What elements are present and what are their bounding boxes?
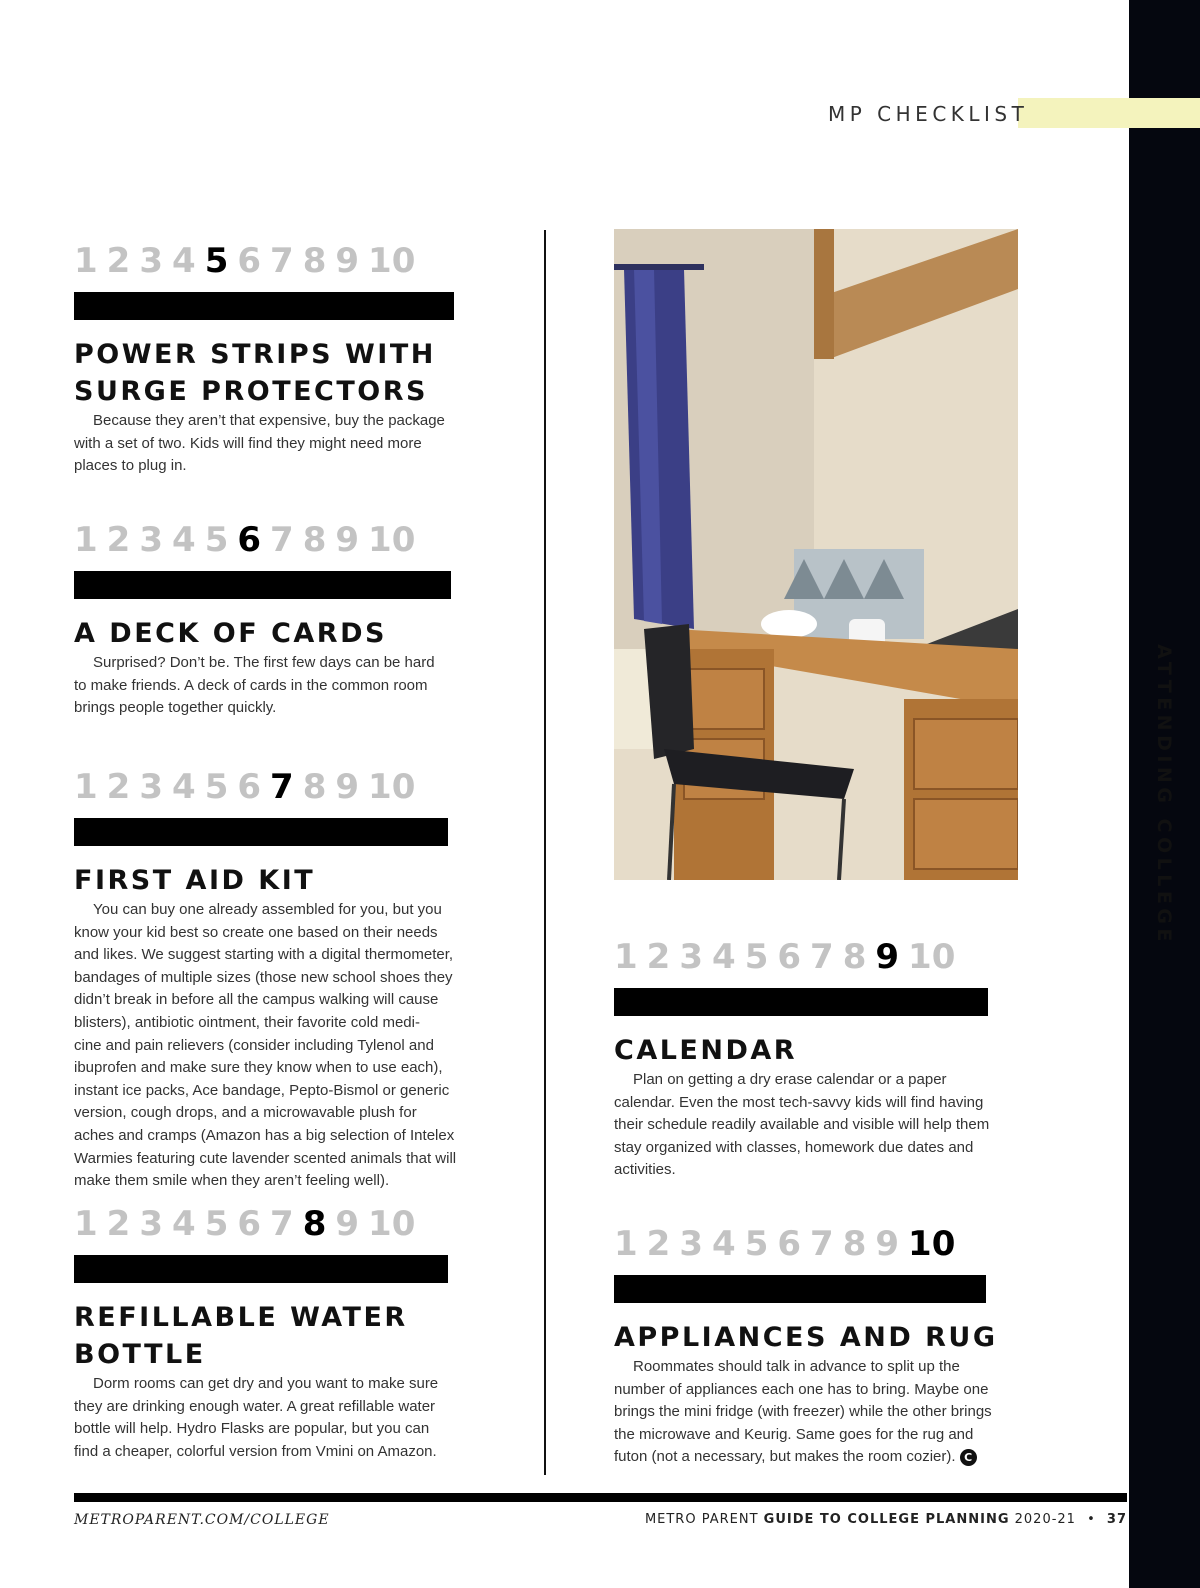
sequence-number: 8 <box>302 767 327 807</box>
sequence-number: 7 <box>270 767 294 807</box>
sequence-number: 4 <box>712 1224 736 1264</box>
section-side-label: ATTENDING COLLEGE <box>1153 644 1175 946</box>
sequence-number: 1 <box>74 1204 98 1244</box>
sequence-number: 4 <box>172 767 196 807</box>
sequence-number: 6 <box>237 520 262 560</box>
body-line: calendar. Even the most tech-savvy kids will find having <box>614 1093 984 1111</box>
number-sequence <box>614 936 1034 978</box>
heading-line: POWER STRIPS WITH <box>74 339 436 370</box>
body-line: stay organized with classes, homework due dates and <box>614 1138 974 1156</box>
footer-url: METROPARENT.COM/COLLEGE <box>74 1512 330 1528</box>
body-line: blisters), antibiotic ointment, their favorite cold medi- <box>74 1013 420 1031</box>
item-heading <box>74 336 474 410</box>
sequence-number: 8 <box>842 1224 867 1264</box>
heading-line: A DECK OF CARDS <box>74 618 387 649</box>
sequence-number: 5 <box>204 520 229 560</box>
body-line: number of appliances each one has to bring. Maybe one <box>614 1380 989 1398</box>
body-line: and likes. We suggest starting with a digital thermometer, <box>74 946 454 964</box>
sequence-number: 5 <box>744 937 769 977</box>
sequence-number: 10 <box>368 241 416 281</box>
item-heading <box>614 1032 1034 1069</box>
item-body <box>74 652 474 720</box>
footer-bullet: • <box>1087 1512 1096 1527</box>
sequence-number: 1 <box>74 241 98 281</box>
sequence-number: 9 <box>335 767 360 807</box>
body-line: Surprised? Don’t be. The first few days can be hard <box>93 654 435 671</box>
number-sequence <box>74 240 474 282</box>
number-sequence <box>74 766 494 808</box>
sequence-number: 10 <box>368 767 416 807</box>
heading-line: BOTTLE <box>74 1339 206 1370</box>
end-mark-icon: C <box>960 1449 977 1466</box>
number-sequence <box>614 1223 1034 1265</box>
body-line: version, cough drops, and a microwavable plush for <box>74 1104 417 1122</box>
footer-publication <box>645 1512 1127 1527</box>
highlight-bar <box>1018 98 1200 128</box>
body-line: to make friends. A deck of cards in the common room <box>74 676 428 694</box>
heading-bar <box>74 818 448 846</box>
checklist-item-10 <box>614 1223 1034 1469</box>
body-line: activities. <box>614 1161 676 1179</box>
checklist-item-8 <box>74 1203 494 1463</box>
number-sequence <box>74 1203 494 1245</box>
sequence-number: 8 <box>302 1204 327 1244</box>
footer-title: GUIDE TO COLLEGE PLANNING <box>763 1512 1010 1527</box>
body-line: ibuprofen and make sure they know when to use each), <box>74 1059 443 1077</box>
sequence-number: 1 <box>74 767 98 807</box>
body-line: Dorm rooms can get dry and you want to make sure <box>93 1375 439 1392</box>
item-body <box>74 1373 494 1463</box>
item-body <box>614 1356 1034 1469</box>
item-heading <box>614 1319 1034 1356</box>
heading-bar <box>614 1275 986 1303</box>
sequence-number: 4 <box>712 937 736 977</box>
checklist-item-5 <box>74 240 474 478</box>
body-line: Because they aren’t that expensive, buy the package <box>93 412 445 429</box>
sequence-number: 6 <box>237 241 262 281</box>
item-heading <box>74 615 474 652</box>
sequence-number: 9 <box>335 1204 360 1244</box>
body-line: didn’t break in before all the campus walking will cause <box>74 991 439 1009</box>
sequence-number: 7 <box>810 1224 834 1264</box>
checklist-item-9 <box>614 936 1034 1182</box>
body-line: instant ice packs, Ace bandage, Pepto-Bismol or generic <box>74 1081 450 1099</box>
item-body <box>614 1069 1034 1182</box>
body-line: aches and cramps (Amazon has a big selection of Intelex <box>74 1126 455 1144</box>
sequence-number: 7 <box>270 241 294 281</box>
sequence-number: 5 <box>204 1204 229 1244</box>
sequence-number: 9 <box>875 937 900 977</box>
body-line: Plan on getting a dry erase calendar or a paper <box>633 1071 947 1088</box>
body-line: find a cheaper, colorful version from Vmini on Amazon. <box>74 1442 437 1460</box>
sequence-number: 8 <box>302 520 327 560</box>
sequence-number: 1 <box>74 520 98 560</box>
footer-year: 2020-21 <box>1009 1512 1076 1527</box>
sequence-number: 4 <box>172 241 196 281</box>
item-heading <box>74 862 494 899</box>
body-line: Roommates should talk in advance to split up the <box>633 1358 960 1375</box>
sequence-number: 8 <box>302 241 327 281</box>
page-number: 37 <box>1106 1512 1127 1527</box>
sequence-number: 9 <box>875 1224 900 1264</box>
number-sequence <box>74 519 474 561</box>
body-line: bottle will help. Hydro Flasks are popular, but you can <box>74 1420 430 1438</box>
body-line: the microwave and Keurig. Same goes for the rug and <box>614 1425 974 1443</box>
heading-line: SURGE PROTECTORS <box>74 376 428 407</box>
heading-bar <box>74 571 451 599</box>
heading-bar <box>614 988 988 1016</box>
body-line: they are drinking enough water. A great refillable water <box>74 1397 436 1415</box>
sequence-number: 2 <box>106 241 131 281</box>
sequence-number: 10 <box>368 1204 416 1244</box>
sequence-number: 2 <box>106 1204 131 1244</box>
heading-line: APPLIANCES AND RUG <box>614 1322 998 1353</box>
body-line: brings the mini fridge (with freezer) while the other brings <box>614 1403 992 1421</box>
heading-line: CALENDAR <box>614 1035 798 1066</box>
sequence-number: 6 <box>237 1204 262 1244</box>
footer-rule <box>74 1493 1127 1502</box>
item-body <box>74 410 474 478</box>
section-label: MP CHECKLIST <box>828 102 1029 126</box>
sequence-number: 9 <box>335 241 360 281</box>
heading-bar <box>74 292 454 320</box>
sequence-number: 5 <box>204 241 229 281</box>
sequence-number: 5 <box>744 1224 769 1264</box>
body-line: their schedule readily available and visible will help them <box>614 1116 990 1134</box>
sequence-number: 7 <box>270 1204 294 1244</box>
sequence-number: 6 <box>777 1224 802 1264</box>
sequence-number: 10 <box>908 937 956 977</box>
sequence-number: 1 <box>614 937 638 977</box>
sequence-number: 2 <box>106 520 131 560</box>
item-body <box>74 899 494 1193</box>
footer-publisher: METRO PARENT <box>644 1512 764 1527</box>
dorm-room-photo <box>614 229 1018 880</box>
body-line: cine and pain relievers (consider including Tylenol and <box>74 1036 434 1054</box>
body-line: futon (not a necessary, but makes the room cozier). C <box>614 1446 1034 1469</box>
heading-line: REFILLABLE WATER <box>74 1302 408 1333</box>
sequence-number: 3 <box>679 1224 704 1264</box>
checklist-item-6 <box>74 519 474 720</box>
column-divider <box>544 230 546 1475</box>
dorm-desk-illustration <box>614 229 1018 880</box>
sequence-number: 4 <box>172 520 196 560</box>
heading-line: FIRST AID KIT <box>74 865 316 896</box>
sequence-number: 7 <box>810 937 834 977</box>
sequence-number: 2 <box>646 937 671 977</box>
body-line: brings people together quickly. <box>74 699 277 717</box>
sequence-number: 1 <box>614 1224 638 1264</box>
sequence-number: 2 <box>646 1224 671 1264</box>
body-line: make them smile when they aren’t feeling well). <box>74 1172 390 1190</box>
checklist-item-7 <box>74 766 494 1193</box>
body-line: You can buy one already assembled for you, but you <box>93 901 442 918</box>
sequence-number: 3 <box>679 937 704 977</box>
body-line: Warmies featuring cute lavender scented animals that will <box>74 1149 457 1167</box>
item-heading <box>74 1299 494 1373</box>
sequence-number: 9 <box>335 520 360 560</box>
body-line: bandages of multiple sizes (those new school shoes they <box>74 968 453 986</box>
sequence-number: 5 <box>204 767 229 807</box>
sequence-number: 8 <box>842 937 867 977</box>
body-line: with a set of two. Kids will find they might need more <box>74 434 422 452</box>
sequence-number: 2 <box>106 767 131 807</box>
sequence-number: 4 <box>172 1204 196 1244</box>
sequence-number: 10 <box>368 520 416 560</box>
sequence-number: 6 <box>777 937 802 977</box>
sequence-number: 3 <box>139 1204 164 1244</box>
sequence-number: 3 <box>139 520 164 560</box>
body-line: places to plug in. <box>74 457 187 475</box>
sequence-number: 6 <box>237 767 262 807</box>
heading-bar <box>74 1255 448 1283</box>
sequence-number: 10 <box>908 1224 956 1264</box>
sequence-number: 3 <box>139 767 164 807</box>
body-line: know your kid best so create one based on their needs <box>74 923 438 941</box>
sequence-number: 3 <box>139 241 164 281</box>
sequence-number: 7 <box>270 520 294 560</box>
